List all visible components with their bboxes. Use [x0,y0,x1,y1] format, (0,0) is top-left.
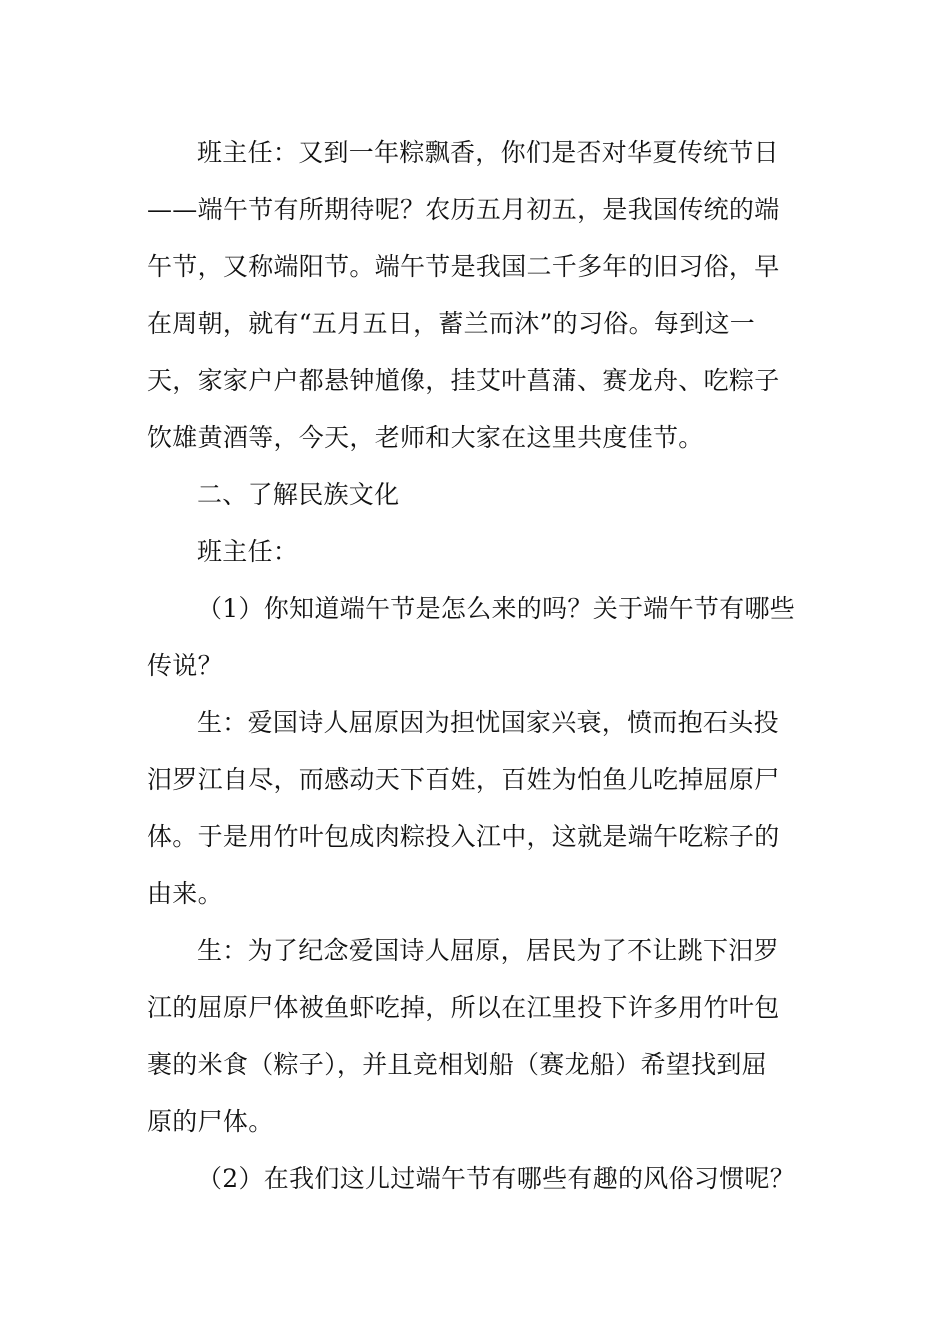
text-line: 班主任： [197,537,299,566]
text-line: 饮雄黄酒等，今天，老师和大家在这里共度佳节。 [147,423,704,452]
text-line: 由来。 [147,879,223,908]
text-line: 午节，又称端阳节。端午节是我国二千多年的旧习俗，早 [147,252,780,281]
section-heading [147,466,807,523]
question-1-paragraph [147,580,807,694]
text-line: 裹的米食（粽子），并且竞相划船（赛龙船）希望找到屈 [147,1050,768,1079]
text-line: 二、了解民族文化 [197,480,400,509]
text-line: 生：爱国诗人屈原因为担忧国家兴衰，愤而抱石头投 [197,708,779,737]
text-line: 传说？ [147,651,223,680]
text-line: 生：为了纪念爱国诗人屈原，居民为了不让跳下汨罗 [197,936,779,965]
text-line: ——端午节有所期待呢？农历五月初五，是我国传统的端 [147,195,780,224]
text-line: 江的屈原尸体被鱼虾吃掉，所以在江里投下许多用竹叶包 [147,993,780,1022]
student-answer-2-paragraph [147,922,807,1150]
text-line: 班主任：又到一年粽飘香，你们是否对华夏传统节日 [197,138,779,167]
student-answer-1-paragraph [147,694,807,922]
text-line: （1）你知道端午节是怎么来的吗？关于端午节有哪些 [197,594,796,623]
text-line: 在周朝，就有“五月五日，蓄兰而沐”的习俗。每到这一 [147,309,756,338]
text-line: 原的尸体。 [147,1107,274,1136]
text-line: 体。于是用竹叶包成肉粽投入江中，这就是端午吃粽子的 [147,822,780,851]
text-line: 汨罗江自尽，而感动天下百姓，百姓为怕鱼儿吃掉屈原尸 [147,765,780,794]
text-line: （2）在我们这儿过端午节有哪些有趣的风俗习惯呢？ [197,1164,796,1193]
intro-paragraph [147,124,807,466]
text-line: 天，家家户户都悬钟馗像，挂艾叶菖蒲、赛龙舟、吃粽子 [147,366,780,395]
question-2-paragraph [147,1150,807,1207]
speaker-label [147,523,807,580]
